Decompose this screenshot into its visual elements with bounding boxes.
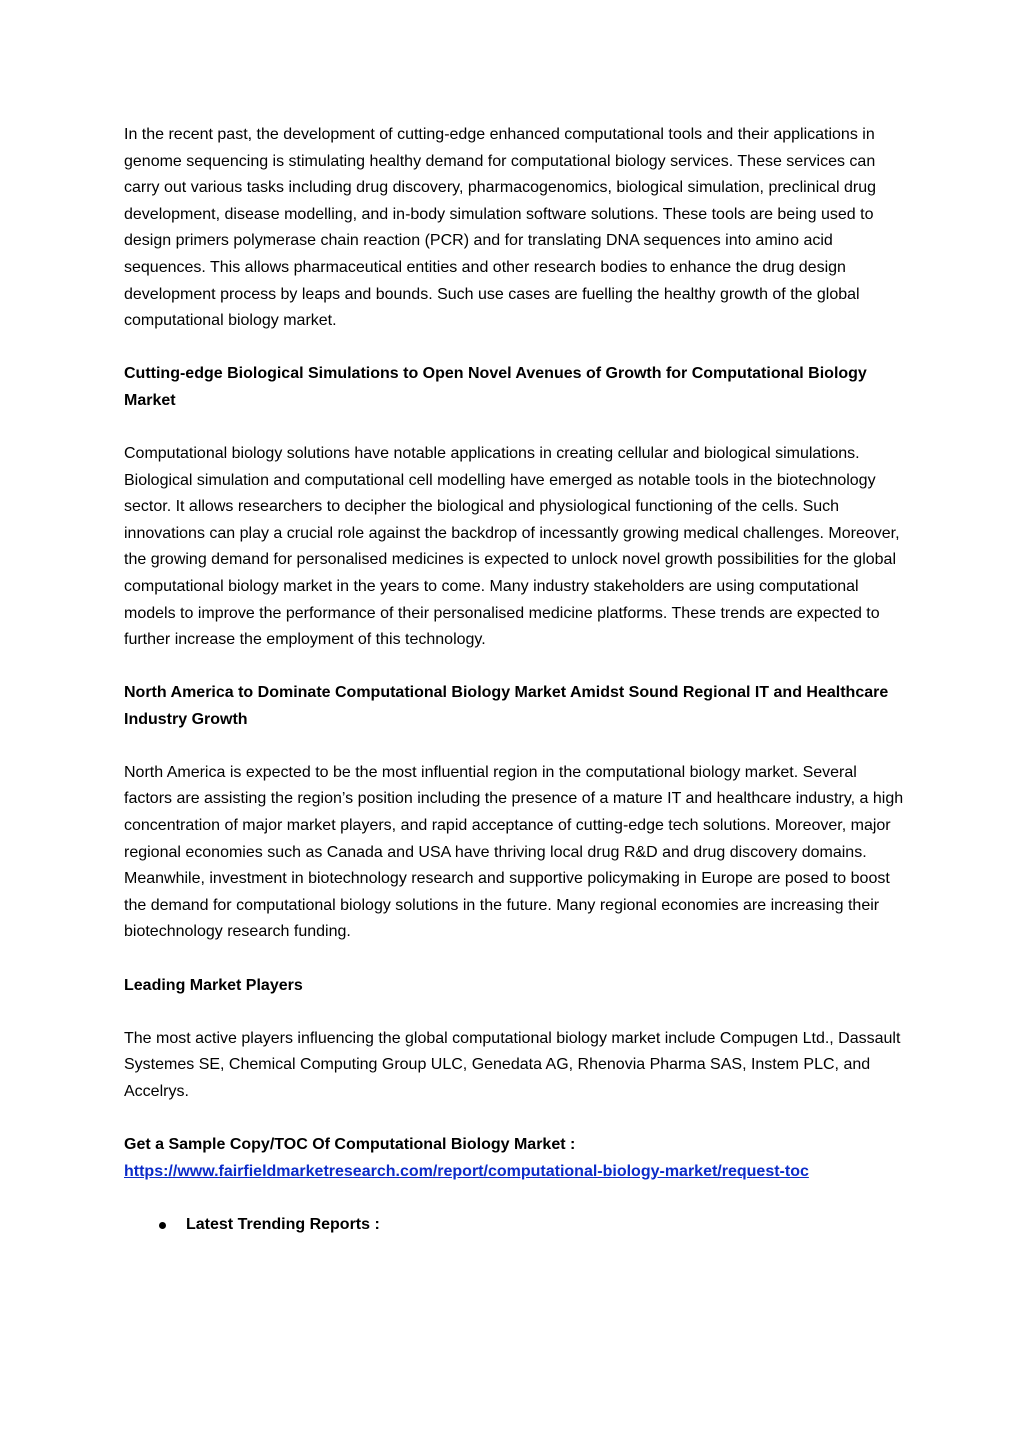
sample-copy-label: Get a Sample Copy/TOC Of Computational Biology Market : <box>124 1135 576 1153</box>
request-toc-link[interactable]: https://www.fairfieldmarketresearch.com/report/computational-biology-market/request-toc <box>124 1162 809 1180</box>
document-page <box>124 122 908 1238</box>
list-item <box>124 1212 908 1239</box>
north-america-paragraph: North America is expected to be the most influential region in the computational biology market. Several factors are assisting the region’s position including the presence of a mature IT and healthcare industry, a high concentration of major market players, and rapid acceptance of cutting-edge tech solutions. Moreover, major regional economies such as Canada and USA have thriving local drug R&D and drug discovery domains. Meanwhile, investment in biotechnology research and supportive policymaking in Europe are posed to boost the demand for computational biology solutions in the future. Many regional economies are increasing their biotechnology research funding. <box>124 763 904 941</box>
bullet-icon <box>159 1222 166 1229</box>
sample-copy-block <box>124 1132 908 1185</box>
simulations-paragraph: Computational biology solutions have notable applications in creating cellular and biological simulations. Biological simulation and computational cell modelling have emerged as notable tools in the biotechnology sector. It allows researchers to decipher the biological and physiological functioning of the cells. Such innovations can play a crucial role against the backdrop of incessantly growing medical challenges. Moreover, the growing demand for personalised medicines is expected to unlock novel growth possibilities for the global computational biology market in the years to come. Many industry stakeholders are using computational models to improve the performance of their personalised medicine platforms. These trends are expected to further increase the employment of this technology. <box>124 444 900 649</box>
intro-paragraph: In the recent past, the development of cutting-edge enhanced computational tools and their applications in genome sequencing is stimulating healthy demand for computational biology services. These services can carry out various tasks including drug discovery, pharmacogenomics, biological simulation, preclinical drug development, disease modelling, and in-body simulation software solutions. These tools are being used to design primers polymerase chain reaction (PCR) and for translating DNA sequences into amino acid sequences. This allows pharmaceutical entities and other research bodies to enhance the drug design development process by leaps and bounds. Such use cases are fuelling the healthy growth of the global computational biology market. <box>124 126 877 330</box>
market-players-paragraph: The most active players influencing the global computational biology market include Compugen Ltd., Dassault Systemes SE, Chemical Computing Group ULC, Genedata AG, Rhenovia Pharma SAS, Instem PLC, and Accelrys. <box>124 1029 901 1100</box>
section-heading-market-players: Leading Market Players <box>124 976 303 994</box>
bullet-list <box>124 1212 908 1239</box>
list-item-label: Latest Trending Reports : <box>186 1215 380 1233</box>
section-heading-north-america: North America to Dominate Computational Biology Market Amidst Sound Regional IT and Healthcare Industry Growth <box>124 684 889 728</box>
section-heading-simulations: Cutting-edge Biological Simulations to Open Novel Avenues of Growth for Computational Biology Market <box>124 365 867 409</box>
